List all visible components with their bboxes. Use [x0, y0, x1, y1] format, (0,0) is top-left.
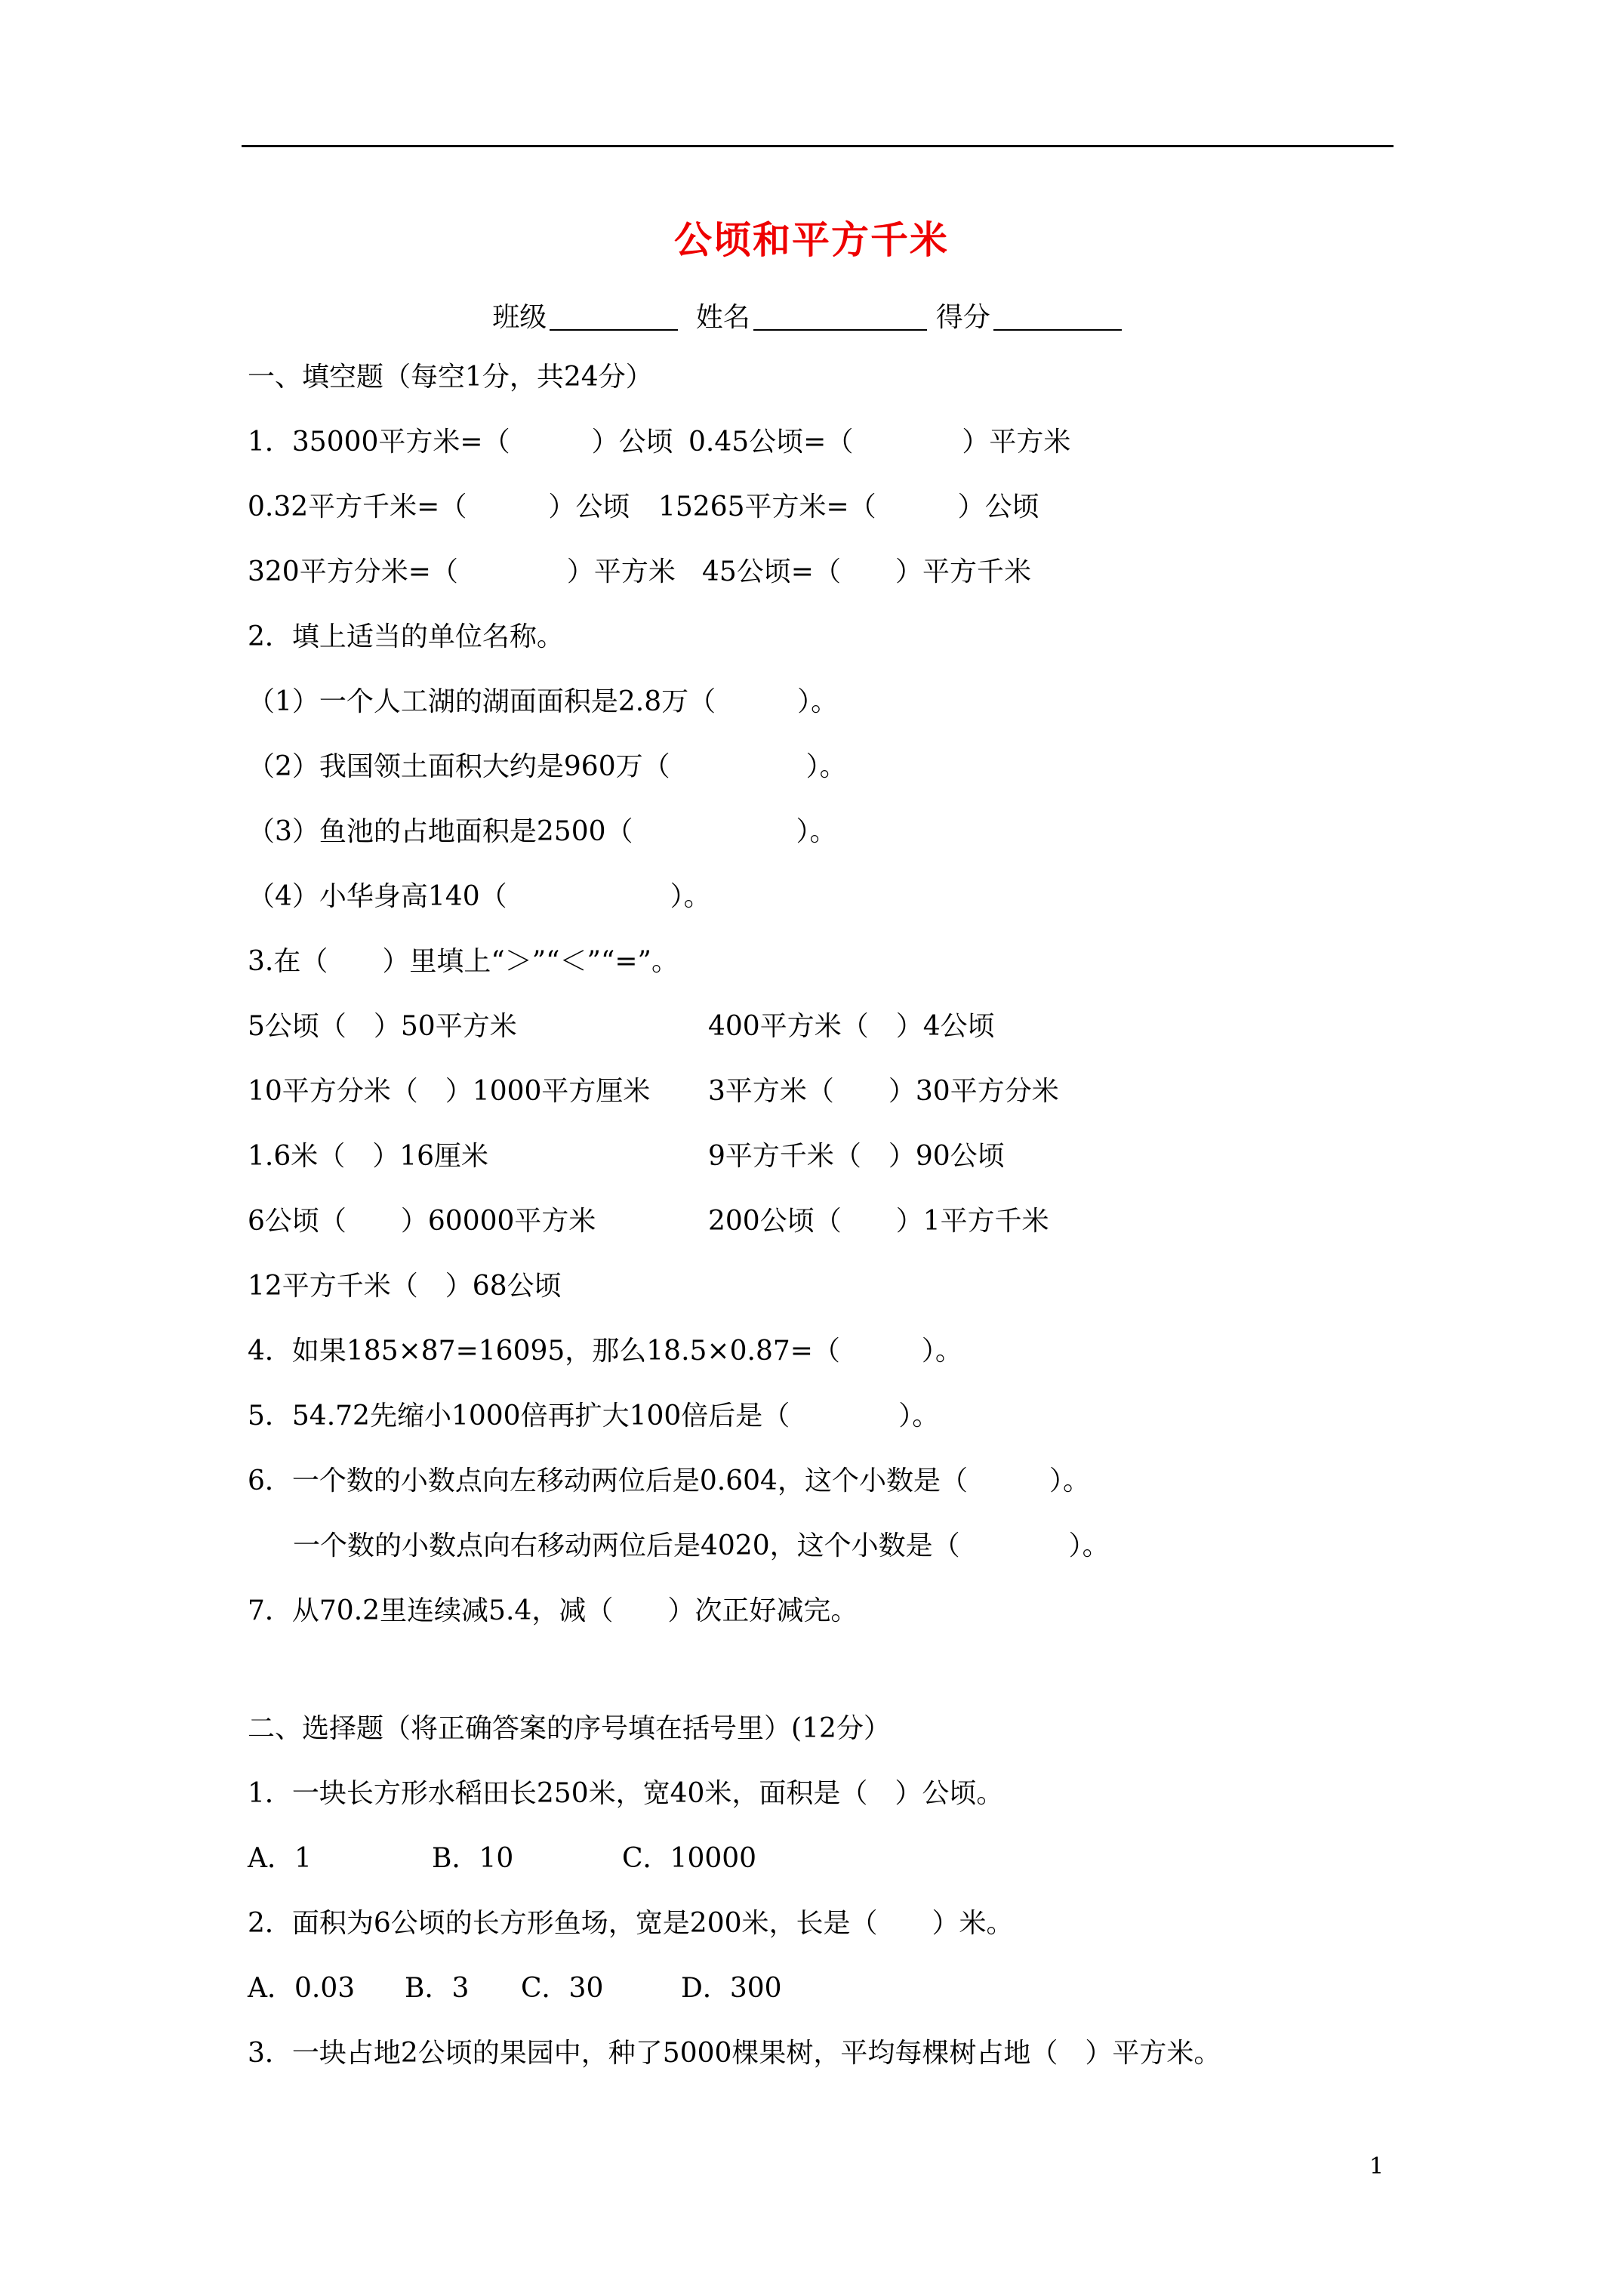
s2-q1: 1．一块长方形水稻田长250米，宽40米，面积是（ ）公顷。	[248, 1778, 1004, 1809]
page-title: 公顷和平方千米	[674, 217, 949, 262]
s2-q1-option-a: A．1	[248, 1843, 312, 1874]
s2-q2-option-a: A．0.03	[248, 1973, 356, 2004]
s2-q2-option-b: B．3	[405, 1973, 470, 2004]
s1-q3-right-3: 9平方千米（ ）90公顷	[708, 1141, 1005, 1172]
header-rule	[242, 145, 1394, 147]
s1-q2-item-2: （2）我国领土面积大约是960万（ ）。	[248, 751, 847, 782]
s1-q2-item-4: （4）小华身高140（ ）。	[248, 881, 711, 912]
s1-q6-a: 6．一个数的小数点向左移动两位后是0.604，这个小数是（ ）。	[248, 1465, 1090, 1496]
s1-q2-item-3: （3）鱼池的占地面积是2500（ ）。	[248, 816, 837, 847]
s1-q6-b: 一个数的小数点向右移动两位后是4020，这个小数是（ ）。	[293, 1530, 1110, 1561]
class-blank[interactable]	[550, 302, 678, 331]
s1-q3-left-1: 5公顷（ ）50平方米	[248, 1011, 517, 1042]
s1-q3-right-2: 3平方米（ ）30平方分米	[708, 1076, 1059, 1107]
s1-q3-left-4: 6公顷（ ）60000平方米	[248, 1206, 596, 1237]
s2-q1-option-b: B．10	[432, 1843, 514, 1874]
s2-q3: 3．一块占地2公顷的果园中，种了5000棵果树，平均每棵树占地（ ）平方米。	[248, 2038, 1221, 2069]
s1-q4: 4．如果185×87=16095，那么18.5×0.87=（ ）。	[248, 1336, 962, 1367]
s1-q1-d: 15265平方米=（ ）公顷	[658, 492, 1039, 522]
s1-q3-left-3: 1.6米（ ）16厘米	[248, 1141, 489, 1172]
s1-q1-f: 45公顷=（ ）平方千米	[702, 556, 1031, 587]
class-label: 班级	[492, 302, 547, 333]
s1-q1-c: 0.32平方千米=（ ）公顷	[248, 492, 630, 522]
s1-q3-left-2: 10平方分米（ ）1000平方厘米	[248, 1076, 651, 1107]
score-label: 得分	[935, 302, 990, 333]
s1-q3-left-5: 12平方千米（ ）68公顷	[248, 1271, 562, 1302]
s1-q1-a: 1．35000平方米=（ ）公顷	[248, 427, 673, 458]
s1-q1-b: 0.45公顷=（ ）平方米	[688, 427, 1071, 458]
s1-q2-item-1: （1）一个人工湖的湖面面积是2.8万（ ）。	[248, 686, 839, 717]
score-blank[interactable]	[993, 302, 1122, 331]
section2-heading: 二、选择题（将正确答案的序号填在括号里）(12分）	[248, 1713, 891, 1744]
s1-q2-stem: 2．填上适当的单位名称。	[248, 621, 564, 652]
section1-heading: 一、填空题（每空1分，共24分）	[248, 362, 653, 393]
s2-q2-option-c: C．30	[521, 1973, 604, 2004]
name-label: 姓名	[695, 302, 750, 333]
name-blank[interactable]	[753, 302, 927, 331]
s1-q5: 5．54.72先缩小1000倍再扩大100倍后是（ ）。	[248, 1401, 940, 1432]
page-number: 1	[1369, 2153, 1384, 2180]
s2-q2: 2．面积为6公顷的长方形鱼场，宽是200米，长是（ ）米。	[248, 1908, 1014, 1939]
student-info-line	[0, 296, 1623, 334]
s1-q3-stem: 3.在（ ）里填上“＞”“＜”“=”。	[248, 946, 679, 977]
s1-q3-right-1: 400平方米（ ）4公顷	[708, 1011, 995, 1042]
s1-q1-e: 320平方分米=（ ）平方米	[248, 556, 676, 587]
s1-q7: 7．从70.2里连续减5.4，减（ ）次正好减完。	[248, 1595, 858, 1626]
s1-q3-right-4: 200公顷（ ）1平方千米	[708, 1206, 1049, 1237]
s2-q1-option-c: C．10000	[622, 1843, 757, 1874]
s2-q2-option-d: D．300	[681, 1973, 782, 2004]
